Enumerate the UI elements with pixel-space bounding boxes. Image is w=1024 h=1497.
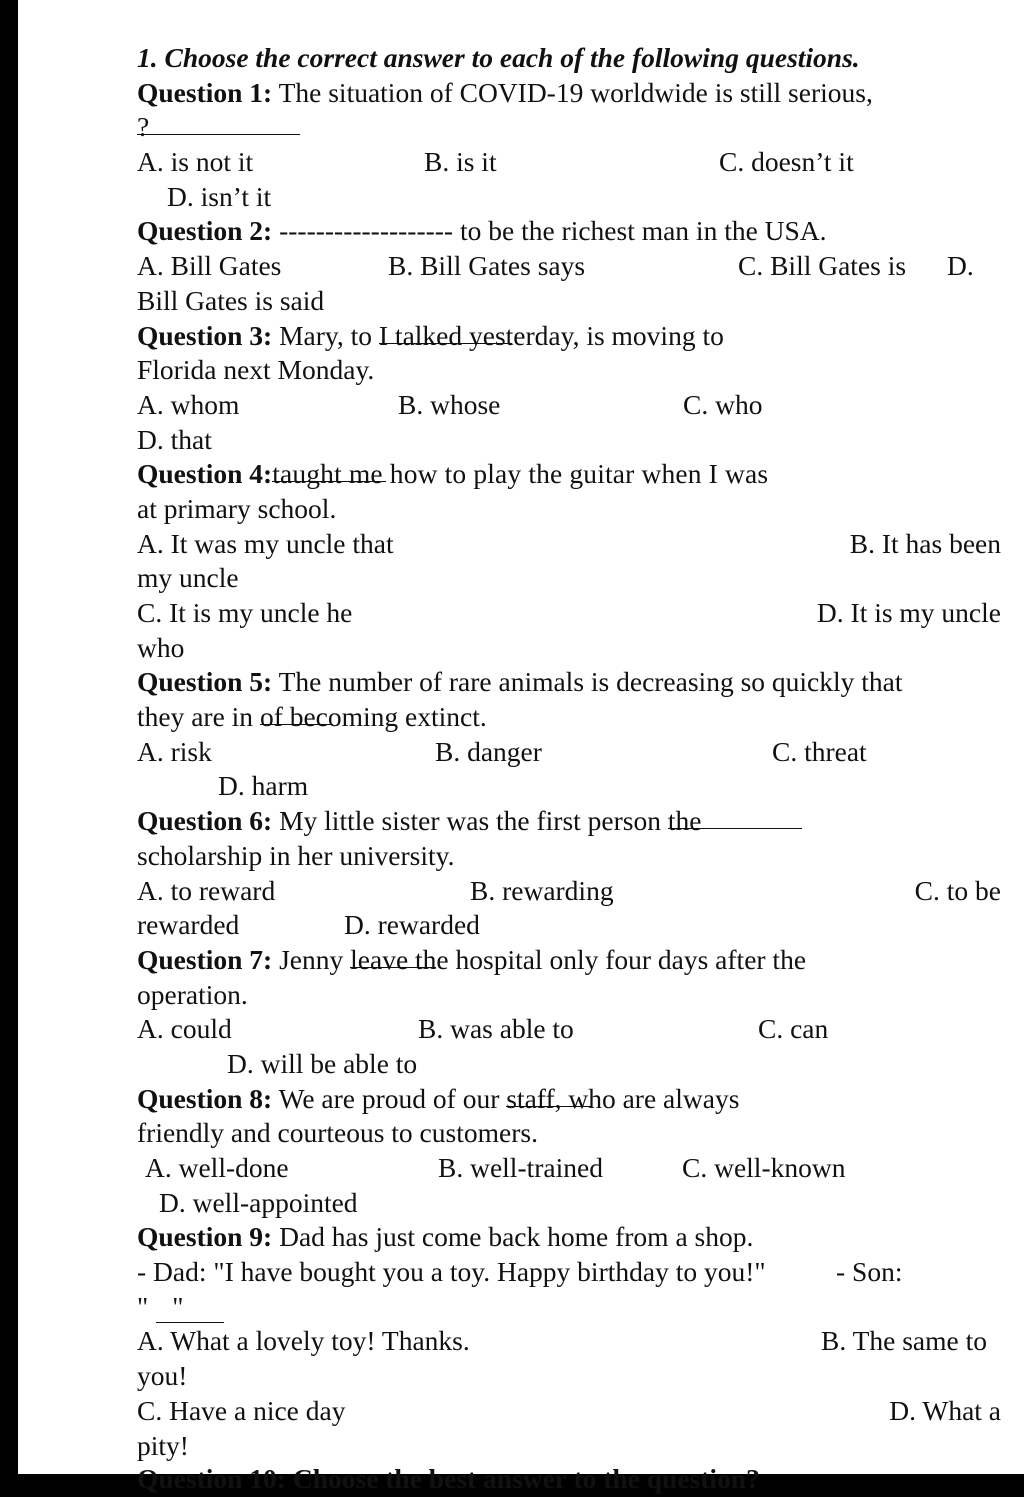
question-1-options-line2 [137,180,1001,215]
option-c-continued[interactable]: rewarded [137,909,240,941]
option-b[interactable]: B. danger [435,735,542,767]
question-3-stem [137,319,1001,354]
question-3-options [137,388,1001,423]
question-2-text: to be the richest man in the USA. [453,215,827,247]
question-2-options [137,249,1001,284]
section-heading: 1. Choose the correct answer to each of the following questions. [137,42,860,73]
option-c[interactable]: C. Bill Gates is [738,250,907,282]
question-9-text: Dad has just come back home from a shop. [272,1221,754,1253]
worksheet-content [137,41,1001,1463]
question-7-options [137,1012,1001,1047]
question-1-label: Question 1: [137,76,273,108]
question-3-stem-line2 [137,353,1001,388]
option-d[interactable]: D. isn’t it [167,180,272,212]
option-c[interactable]: C. doesn’t it [719,146,854,178]
option-d-continued[interactable]: pity! [137,1429,189,1461]
option-b[interactable]: B. well-trained [438,1152,603,1183]
next-question-cutoff [137,1462,1001,1494]
answer-blank [272,457,386,482]
option-b[interactable]: B. rewarding [470,874,614,906]
question-4-options [137,527,1001,562]
option-b[interactable]: B. It has been [849,527,1001,559]
question-7-text-line2: operation. [137,978,248,1010]
option-c[interactable]: C. can [758,1013,829,1045]
answer-blank [506,1082,592,1107]
question-4-text: taught me how to play the guitar when I was [272,458,769,490]
option-d[interactable]: D. harm [218,770,309,802]
question-4-label: Question 4: [137,458,273,490]
question-7-label: Question 7: [137,943,273,975]
answer-blank [156,1290,224,1323]
question-5-label: Question 5: [137,666,273,698]
option-d[interactable]: D. well-appointed [159,1186,358,1218]
option-d-continued[interactable]: who [137,631,185,663]
dialogue-dad: - Dad: "I have bought you a toy. Happy birthday to you!" [137,1256,766,1288]
quote-open: " [137,1290,149,1322]
question-6-stem-line2 [137,839,1001,874]
option-a[interactable]: A. whom [137,388,240,420]
question-5-text: The number of rare animals is decreasing so quickly that [272,666,903,698]
question-9-stem [137,1220,1001,1255]
option-c[interactable]: C. It is my uncle he [137,597,353,628]
option-b-continued[interactable]: my uncle [137,562,239,594]
option-a[interactable]: A. could [137,1013,232,1045]
question-10-partial: Question 10: Choose the best answer to the question? [137,1463,760,1494]
question-1-stem [137,76,1001,111]
question-9-options-line3 [137,1394,1001,1429]
question-8-stem-line2 [137,1116,1001,1151]
option-d[interactable]: D. that [137,423,212,455]
question-6-text-line2: scholarship in her university. [137,839,455,871]
dialogue-son: - Son: [836,1256,903,1288]
question-9-options [137,1324,1001,1359]
option-b[interactable]: B. whose [398,388,501,420]
question-5-options [137,735,1001,770]
question-8-options-line2 [137,1186,1001,1221]
question-2-label: Question 2: [137,215,273,247]
question-8-stem [137,1082,1001,1117]
option-c[interactable]: C. threat [772,735,867,767]
answer-blank [379,319,512,344]
option-d[interactable]: D. It is my uncle [816,597,1001,628]
question-5-text-end: of becoming extinct. [259,701,487,733]
question-8-options [137,1151,1001,1186]
option-a[interactable]: A. to reward [137,874,276,906]
option-a[interactable]: A. is not it [137,146,254,178]
question-1-stem-line2 [137,110,1001,145]
quote-close: " [172,1290,184,1322]
question-3-text-end: I talked yesterday, is moving to [378,319,724,351]
question-4-options-line4 [137,631,1001,666]
question-8-text-end: staff, who are always [506,1082,740,1114]
option-b[interactable]: B. Bill Gates says [388,250,586,282]
question-7-stem-line2 [137,978,1001,1013]
question-2-stem [137,214,1001,249]
question-5-text-line2: they are in [137,701,260,733]
question-9-options-line4 [137,1429,1001,1464]
question-5-options-line2 [137,769,1001,804]
option-d-continued[interactable]: Bill Gates is said [137,284,325,316]
question-5-stem-line2 [137,700,1001,735]
question-8-label: Question 8: [137,1082,273,1114]
answer-blank [137,110,300,135]
option-c[interactable]: C. to be [914,874,1001,906]
option-c[interactable]: C. well-known [682,1152,846,1183]
question-8-text-line2: friendly and courteous to customers. [137,1117,538,1149]
question-3-text-line2: Florida next Monday. [137,354,375,386]
question-3-options-line2 [137,423,1001,458]
question-5-stem [137,665,1001,700]
option-d[interactable]: D. What a [889,1394,1001,1426]
question-4-options-line2 [137,561,1001,596]
question-1-text-end: ? [137,111,150,143]
question-7-stem [137,943,1001,978]
question-8-text: We are proud of our [272,1082,507,1114]
option-a[interactable]: A. well-done [145,1152,289,1183]
option-a[interactable]: A. It was my uncle that [137,527,394,559]
question-9-dialogue [137,1255,1001,1290]
question-7-text: Jenny [272,943,351,975]
answer-dashes: ------------------- [279,215,454,247]
answer-blank [668,804,802,829]
question-9-label: Question 9: [137,1221,273,1253]
option-c[interactable]: C. Have a nice day [137,1394,346,1426]
option-b[interactable]: B. The same to [821,1325,987,1357]
question-4-text-line2: at primary school. [137,492,337,524]
worksheet-page [18,0,1024,1494]
option-c[interactable]: C. who [683,388,763,420]
question-6-text: My little sister was the first person [272,805,668,837]
question-6-options-line2 [137,908,1001,943]
answer-blank [350,943,436,968]
question-4-options-line3 [137,596,1001,631]
question-1-text: The situation of COVID-19 worldwide is still serious, [272,76,873,108]
question-4-stem [137,457,1001,492]
question-7-text-end: leave the hospital only four days after the [350,943,807,975]
option-d[interactable]: D. [947,250,974,282]
option-b[interactable]: B. is it [424,146,497,178]
question-6-options [137,874,1001,909]
question-7-options-line2 [137,1047,1001,1082]
question-2-options-line2 [137,284,1001,319]
option-b[interactable]: B. was able to [418,1013,574,1045]
option-d[interactable]: D. will be able to [227,1047,418,1079]
answer-blank [260,700,333,725]
question-4-stem-line2 [137,492,1001,527]
option-a[interactable]: A. risk [137,735,212,767]
question-3-label: Question 3: [137,319,273,351]
question-3-text: Mary, to [272,319,379,351]
option-d[interactable]: D. rewarded [344,909,480,941]
option-b-continued[interactable]: you! [137,1360,188,1392]
question-9-options-line2 [137,1359,1001,1394]
question-6-text-end: the [667,805,702,837]
question-1-options [137,145,1001,180]
option-a[interactable]: A. What a lovely toy! Thanks. [137,1325,470,1357]
option-a[interactable]: A. Bill Gates [137,250,282,282]
question-6-label: Question 6: [137,805,273,837]
question-9-answer-line [137,1290,1001,1325]
question-6-stem [137,804,1001,839]
